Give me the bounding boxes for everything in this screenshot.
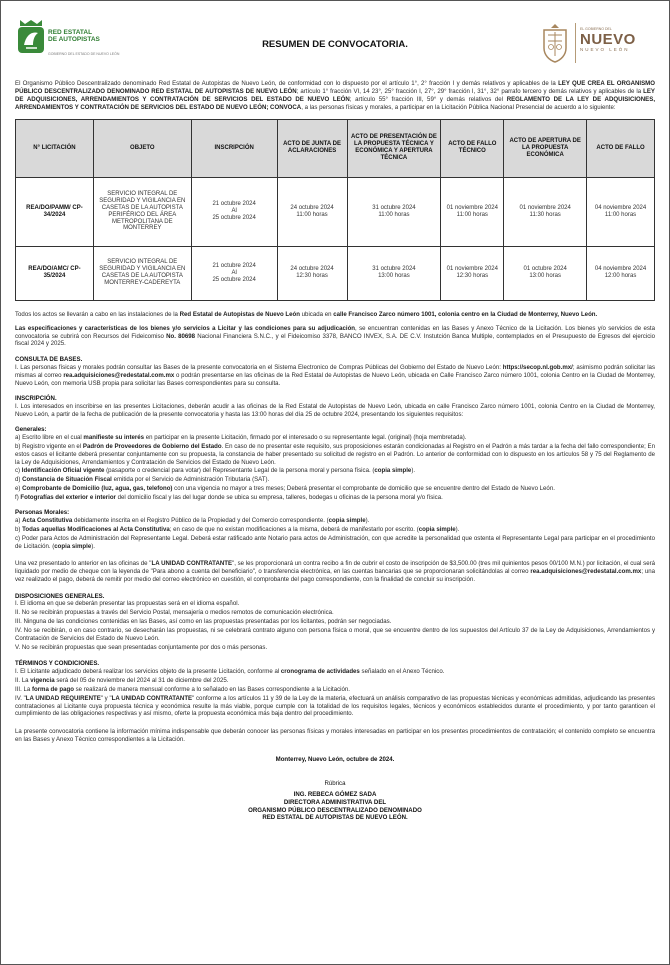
item-text: ). [365,517,370,525]
consulta-text-1: I. Las personas físicas y morales podrán consultar las Bases de la presente convocatoria en el Sistema Electronico de Compras Públicas del Gobierno del Estado de Nuevo León: [15,364,503,372]
item-text: . En caso de no presentar este requisito, sus proposiciones estarán condicionadas al Registro en el Padrón a más tardar a la fecha del fallo correspondiente; En estos casos el licitante deberá presentar conjuntamente con su propuesta, la constancia de haber presentado su solicitud de registro en el Padrón. Lo anterior de conformidad con lo dispuesto en los artículos 58 y 75 del Reglamento de la Ley de Adquisiciones, Arrendamientos y Contratación de Servicios del Estado de Nuevo León. [15,442,655,466]
signature-rubrica: Rúbrica [324,780,346,788]
licitaciones-table [15,119,655,301]
item-text: debidamente inscrita en el Registro Público de la Propiedad y del Comercio correspondiente. ( [72,517,329,525]
licitacion-inscripcion: 21 octubre 2024 Al 25 octubre 2024 [191,177,277,246]
list-item: I. El idioma en que se deberán presentar las propuestas será en el idioma español. [15,600,240,608]
state-seal-icon [541,23,569,63]
item-bold: Todas aquellas Modificaciones al Acta Constitutiva [22,525,170,533]
item-bold: LA UNIDAD REQUIRENTE [25,694,101,702]
item-text: IV. " [15,694,26,702]
table-header-cell: N° LICITACIÓN [16,119,94,177]
gobierno-nuevo-leon-logo [541,23,653,67]
consulta-section [15,356,655,388]
signatory-name: ING. REBECA GÓMEZ SADA [293,790,377,798]
intro-text-3: ; artículo 55° fracción III, 59° y demás relativos del [349,95,507,103]
item-text: b) Registro vigente en el [15,442,83,450]
item-bold: Fotografías del exterior e interior [20,494,116,502]
licitacion-apertura-economica: 01 noviembre 2024 11:30 horas [504,177,587,246]
licitacion-presentacion: 31 octubre 2024 11:00 horas [347,177,441,246]
item-bold: Constancia de Situación Fiscal [22,476,112,484]
specs-heading-text: Las especificaciones y características de los bienes y/o servicios a Licitar y las condiciones para su adjudicación [15,324,356,332]
gobierno-place-text: NUEVO LEÓN [580,46,630,52]
licitacion-fallo: 04 noviembre 2024 12:00 horas [587,246,655,300]
table-header-row [16,119,655,177]
licitacion-fallo-tecnico: 01 noviembre 2024 11:00 horas [441,177,504,246]
table-row [16,246,655,300]
list-item [15,686,655,694]
licitacion-fallo: 04 noviembre 2024 11:00 horas [587,177,655,246]
list-item: IV. No se recibirán, o en caso contrario, se desecharán las propuestas, ni se celebrará contrato alguno con persona física o moral, que se encuentre dentro de los supuestos del Artículo 37 de la Ley de Adquisiciones, Arrendamientos y Contratación de Servicios del Estado de Nuevo León. [15,627,655,643]
logo-line-1: RED ESTATAL [48,29,93,36]
list-item [15,526,655,534]
pago-text-1: Una vez presentado lo anterior en las oficinas de " [15,559,152,567]
specs-text-2: Nacional Financiera S.N.C., y el Fideicomiso 3378, BANCO INVEX, S.A. DE C.V. Instutción Banca Multiple, contemplados en el Presupuesto de Egresos del ejercicio fiscal 2024 y 2025. [15,332,655,348]
terminos-title: TÉRMINOS Y CONDICIONES. [15,659,100,667]
pago-text-3: ; una vez realizado el pago, deberá de remitir por medio del correo electrónico en cuestión, el comprobante del pago correspondiente, con la finalidad de concluir su inscripción. [15,567,655,583]
final-note-paragraph: La presente convocatoria contiene la información mínima indispensable que deberán conocer las personas físicas y morales interesadas en participar en los presentes procedimientos de contratación; el contenido completo se encuentra en las Bases y Anexo Técnico correspondientes a la Licitación. [15,728,655,744]
licitacion-number: REA/DO/PAMM/ CP-34/2024 [16,177,94,246]
gobierno-small-text: EL GOBIERNO DEL [580,27,612,31]
item-bold: manifieste su interés [83,433,145,441]
item-bold: cronograma de actividades [280,667,360,675]
table-header-cell: ACTO DE JUNTA DE ACLARACIONES [277,119,347,177]
item-text: I. El Licitante adjudicado deberá realizar los servicios objeto de la presente Licitación, conforme al [15,667,281,675]
item-bold: Comprobante de Domicilio (luz, agua, gas, telefono) [22,485,173,493]
item-text: ). [455,525,460,533]
item-bold: Padrón de Proveedores de Gobierno del Estado [82,442,222,450]
table-header-cell: ACTO DE APERTURA DE LA PROPUESTA ECONÓMICA [504,119,587,177]
item-text: a) Escrito libre en el cual [15,433,84,441]
consulta-text-2: ; asimismo podrán solicitar las mismas al correo [15,364,655,380]
item-bold: copia simple [54,542,92,550]
item-text: ; en caso de que no existan modificaciones a la misma, deberá de manifestarlo por escrito. ( [169,525,419,533]
pago-unidad: LA UNIDAD CONTRATANTE [151,559,233,567]
logo-line-2: DE AUTOPISTAS [48,36,100,44]
gobierno-wordmark [575,23,636,63]
consulta-text-3: o podrán presentarse en las oficinas de la Red Estatal de Autopistas de Nuevo León, ubicada en Calle Francisco Zarco número 1001, colonia Centro en la Ciudad de Monterrey, Nuevo León, con memoria USB propia para solicitar las Bases correspondientes para su consulta. [15,372,655,388]
list-item [15,485,655,493]
list-item [15,494,655,502]
gobierno-big-text: NUEVO [580,30,636,48]
list-item [15,668,655,676]
closing-date: Monterrey, Nuevo León, octubre de 2024. [275,756,395,764]
licitacion-objeto: SERVICIO INTEGRAL DE SEGURIDAD Y VIGILANCIA EN CASETAS DE LA AUTOPISTA PERIFÉRICO DEL ÁREA METROPOLITANA DE MONTERREY [93,177,191,246]
pago-email-link[interactable]: rea.adquisiciones@redestatal.com.mx [530,567,642,575]
list-item [15,695,655,719]
consulta-title: CONSULTA DE BASES. [15,356,83,364]
list-item [15,476,655,484]
signatory-org-line-2: RED ESTATAL DE AUTOPISTAS DE NUEVO LEÓN. [262,814,408,822]
morales-title: Personas Morales: [15,509,70,517]
item-text: en participar en la presente Licitación, firmado por el interesado o su representante legal. (original) (hoja membretada). [144,433,467,441]
item-text: III. La [15,685,32,693]
licitacion-junta: 24 octubre 2024 12:30 horas [277,246,347,300]
licitacion-inscripcion: 21 octubre 2024 Al 25 octubre 2024 [191,246,277,300]
specs-text-1: , se encuentran contenidas en las Bases y Anexo Técnico de la Licitación. Los bienes y/o servicios de esta convocatoria se cubrirá con Recursos del Fideicomiso [15,324,655,340]
item-text: " conforme a los artículos 11 y 39 de la Ley de la materia, efectuará un análisis comparativo de las propuestas técnicas y económicas admitidas, adjudicando las presentes contrataciones al Licitante cuya propuesta técnica y económica resulte la más viable, porque cumple con la totalidad de los requisitos legales, técnicos y económicos establecidos durante el procedimiento, y por tanto garanticen el cumplimiento de las obligaciones respectivas y así mismo, oferte la propuesta económica más baja dentro del procedimiento. [15,694,655,718]
list-item: III. Ninguna de las condiciones contenidas en las Bases, así como en las propuestas presentadas por los licitantes, podrán ser negociadas. [15,618,392,626]
intro-law-3: REGLAMENTO DE LA LEY DE ADQUISICIONES, ARRENDAMIENTOS Y CONTRATACIÓN DE SERVICIOS DEL ESTADO DE NUEVO LEÓN; CONVOCA [15,95,656,111]
list-item: II. No se recibirán propuestas a través del Servicio Postal, mensajería o medios remotos de comunicación electrónica. [15,609,334,617]
item-text: e) [15,485,23,493]
table-header-cell: ACTO DE FALLO TÉCNICO [441,119,504,177]
generales-section [15,426,655,502]
item-bold: forma de pago [31,685,74,693]
licitacion-fallo-tecnico: 01 noviembre 2024 12:30 horas [441,246,504,300]
list-item [15,535,655,551]
item-bold: Acta Constitutiva [22,517,73,525]
venue-address: calle Francisco Zarco número 1001, colonia centro en la Ciudad de Monterrey, Nuevo León. [333,310,598,318]
table-header-cell: INSCRIPCIÓN [191,119,277,177]
item-text: II. La [15,676,31,684]
pago-text-2: ", se les proporcionará un contra recibo a fin de cubrir el costo de inscripción de $3,500.00 (tres mil quinientos pesos 00/100 M.N.) por licitación, el cual será liquidado por medio de cheque con la leyenda de "Para abono a cuenta del beneficiario", o transferencia electrónica, en las cuentas bancarias que se proporcionaran solicitándolas al correo [15,559,656,575]
licitacion-junta: 24 octubre 2024 11:00 horas [277,177,347,246]
licitacion-number: REA/DO/AMC/ CP-35/2024 [16,246,94,300]
morales-section [15,509,655,551]
inscripcion-title: INSCRIPCIÓN. [15,395,57,403]
terminos-section [15,660,655,718]
item-text: b) [15,525,23,533]
item-text: c) Poder para Actos de Administración del Representante Legal. Deberá estar ratificado ante Notario para actos de Administración, con que acredite la personalidad que ostenta el Representante Legal para participar en el procedimiento de Licitación. ( [15,534,655,550]
specs-paragraph [15,325,655,349]
inscripcion-section [15,395,655,419]
item-text: " y " [100,694,112,702]
item-text: f) [15,494,21,502]
document-title: RESUMEN DE CONVOCATORIA. [262,39,408,50]
table-header-cell: ACTO DE PRESENTACIÓN DE LA PROPUESTA TÉCNICA Y ECONÓMICA Y APERTURA TÉCNICA [347,119,441,177]
intro-law-2: LEY DE ADQUISICIONES, ARRENDAMIENTOS Y CONTRATACIÓN DE SERVICIOS DEL ESTADO DE NUEVO LEÓN [15,87,655,103]
header [15,9,655,69]
item-bold: copia simple [418,525,456,533]
item-bold: vigencia [30,676,55,684]
intro-text-1: El Organismo Público Descentralizado denominado Red Estatal de Autopistas de Nuevo León, de conformidad con lo dispuesto por el artículo 1°, 2° fracción I y demás relativos y aplicables de la [15,80,559,87]
item-text: c) [15,467,22,475]
signature-block [15,780,655,822]
signatory-org-line-1: ORGANISMO PÚBLICO DESCENTRALIZADO DENOMINADO [248,806,422,814]
item-text: señalado en el Anexo Técnico. [359,667,445,675]
logo-subtitle: GOBIERNO DEL ESTADO DE NUEVO LEÓN [48,52,120,56]
list-item [15,443,655,467]
list-item [15,517,655,525]
generales-title: Generales: [15,425,47,433]
item-text: del domicilio fiscal y las del lugar donde se ubica su empresa, talleres, bodegas u oficinas de la persona moral y/o física. [115,494,443,502]
licitacion-apertura-economica: 01 octubre 2024 13:00 horas [504,246,587,300]
venue-text-2: ubicada en [299,310,334,318]
specs-fideicomiso: No. 80698 [166,332,196,340]
table-row [16,177,655,246]
secop-link[interactable]: https://secop.nl.gob.mx/ [502,364,573,372]
venue-text-1: Todos los actos se llevarán a cabo en las instalaciones de la [15,310,180,318]
item-text: ). [411,467,416,475]
table-header-cell: ACTO DE FALLO [587,119,655,177]
venue-paragraph [15,311,655,319]
item-text: con una vigencia no mayor a tres meses; Deberá presentar el comprobante de domicilio que se encuentre dentro del Estado de Nuevo León. [172,485,555,493]
item-bold: copia simple [374,467,412,475]
intro-law-1: LEY QUE CREA EL ORGANISMO PÚBLICO DESCENTRALIZADO DENOMINADO RED ESTATAL DE AUTOPISTAS DE NUEVO LEÓN [15,80,655,95]
item-bold: Identificación Oficial vigente [21,467,105,475]
item-text: emitida por el Servicio de Administración Tributaria (SAT). [111,476,270,484]
item-text: se realizará de manera mensual conforme a lo señalado en las Bases correspondiente a la Licitación. [73,685,350,693]
item-text: será del 05 de noviembre del 2024 al 31 de diciembre del 2025. [54,676,229,684]
disposiciones-title: DISPOSICIONES GENERALES. [15,592,105,600]
intro-text-2: ; artículo 1° fracción VI, 14 23°, 25° fracción I, 27°, 29° fracción I, 31°, 32° parrafo tercero y demás relativos y aplicables de la [296,87,644,95]
disposiciones-section [15,593,655,652]
pago-paragraph [15,560,655,584]
consulta-paragraph [15,364,655,388]
table-header-cell: OBJETO [93,119,191,177]
list-item: V. No se recibirán propuestas que sean presentadas conjuntamente por dos o más personas. [15,644,268,652]
list-item [15,434,655,442]
signatory-position: DIRECTORA ADMINISTRATIVA DEL [283,798,387,806]
venue-org: Red Estatal de Autopistas de Nuevo León [179,310,300,318]
intro-text-4: , a las personas físicas y morales, a participar en la Licitación Pública Nacional Presencial de acuerdo a lo siguiente: [301,103,616,111]
licitacion-objeto: SERVICIO INTEGRAL DE SEGURIDAD Y VIGILANCIA EN CASETAS DE LA AUTOPISTA MONTERREY-CADEREYTA [93,246,191,300]
list-item [15,677,655,685]
item-text: d) [15,476,23,484]
list-item [15,467,655,475]
adquisiciones-email-link[interactable]: rea.adquisiciones@redestatal.com.mx [63,372,175,380]
item-text: (pasaporte o credencial para votar) del Representante Legal de la persona moral y persona física. ( [104,467,375,475]
item-text: a) [15,517,23,525]
item-bold: LA UNIDAD CONTRATANTE [111,694,193,702]
licitacion-presentacion: 31 octubre 2024 13:00 horas [347,246,441,300]
inscripcion-paragraph: I. Los interesados en inscribirse en las presentes Licitaciones, deberán acudir a las oficinas de la Red Estatal de Autopistas de Nuevo León, ubicada en calle Francisco Zarco número 1001, colonia Centro en la Ciudad de Monterrey, Nuevo León, a partir de la fecha de publicación de la presente convocatoria y hasta las 13:00 horas del día 25 de octubre 2024, presentando los siguientes requisitos: [15,402,655,418]
item-text: ). [91,542,95,550]
intro-paragraph [15,80,655,112]
item-bold: copia simple [328,517,366,525]
